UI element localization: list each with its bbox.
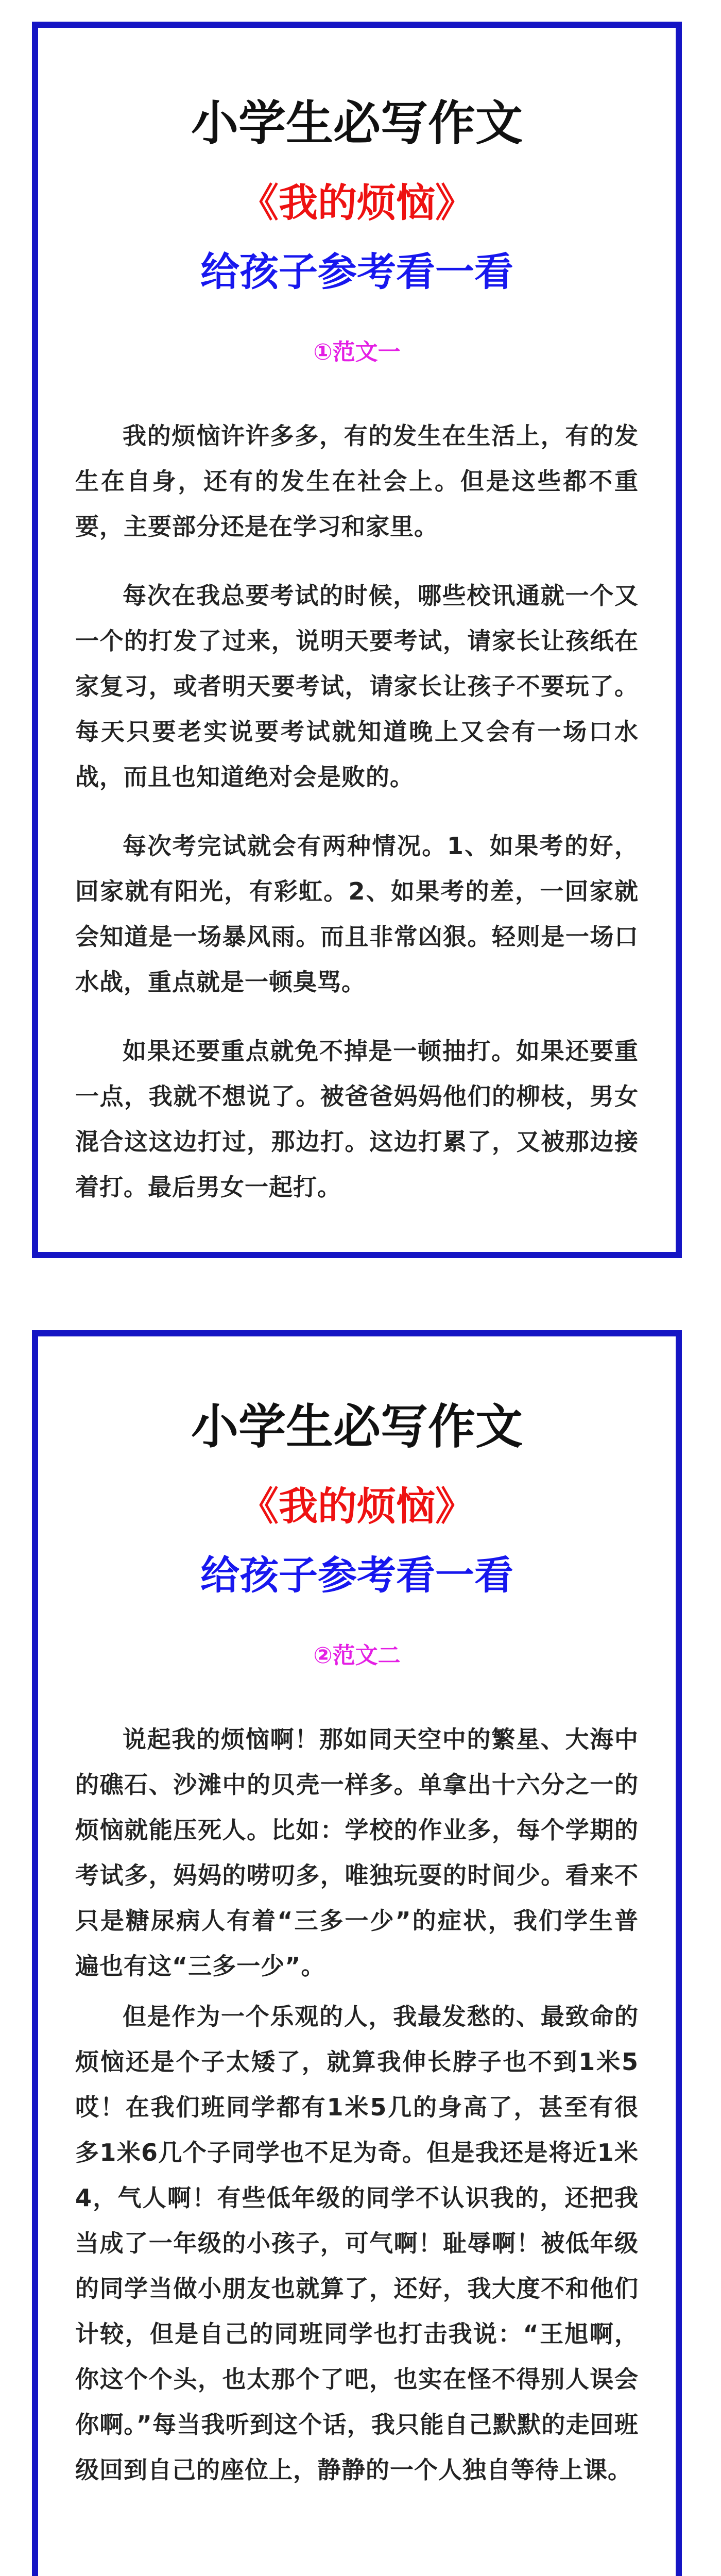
tagline: 给孩子参考看一看 (200, 1552, 513, 1598)
essay-paragraph: 每次在我总要考试的时候，哪些校讯通就一个又一个的打发了过来，说明天要考试，请家长让孩纸在家复习，或者明天要考试，请家长让孩子不要玩了。每天只要老实说要考试就知道晚上又会有一场口水战，而且也知道绝对会是败的。 (75, 582, 639, 791)
main-title: 小学生必写作文 (191, 1399, 523, 1454)
essay-paragraph: 我的烦恼许许多多，有的发生在生活上，有的发生在自身，还有的发生在社会上。但是这些都不重要，主要部分还是在学习和家里。 (75, 422, 639, 540)
tagline: 给孩子参考看一看 (200, 249, 513, 295)
essay-paragraph: 每次考完试就会有两种情况。1、如果考的好，回家就有阳光，有彩虹。2、如果考的差，一回家就会知道是一场暴风雨。而且非常凶狠。轻则是一场口水战，重点就是一顿臭骂。 (75, 832, 639, 996)
main-title: 小学生必写作文 (191, 96, 523, 151)
essay-paragraph: 说起我的烦恼啊！那如同天空中的繁星、大海中的礁石、沙滩中的贝壳一样多。单拿出十六分之一的烦恼就能压死人。比如：学校的作业多，每个学期的考试多，妈妈的唠叨多，唯独玩耍的时间少。看来不只是糖尿病人有着“三多一少”的症状，我们学生普遍也有这“三多一少”。 (75, 1725, 639, 1980)
essay-label: ①范文一 (313, 339, 401, 365)
essay-label: ②范文二 (313, 1642, 401, 1669)
essay-card-2 (32, 1330, 682, 2576)
essay-subtitle: 《我的烦恼》 (239, 180, 474, 226)
essay-subtitle: 《我的烦恼》 (239, 1483, 474, 1529)
essay-paragraph: 如果还要重点就免不掉是一顿抽打。如果还要重一点，我就不想说了。被爸爸妈妈他们的柳枝，男女混合这这边打过，那边打。这边打累了，又被那边接着打。最后男女一起打。 (75, 1037, 639, 1201)
essay-paragraph: 但是作为一个乐观的人，我最发愁的、最致命的烦恼还是个子太矮了，就算我伸长脖子也不到1米5哎！在我们班同学都有1米5几的身高了，甚至有很多1米6几个子同学也不足为奇。但是我还是将近1米4，气人啊！有些低年级的同学不认识我的，还把我当成了一年级的小孩子，可气啊！耻辱啊！被低年级的同学当做小朋友也就算了，还好，我大度不和他们计较，但是自己的同班同学也打击我说：“王旭啊，你这个个头，也太那个了吧，也实在怪不得别人误会你啊。”每当我听到这个话，我只能自己默默的走回班级回到自己的座位上，静静的一个人独自等待上课。 (75, 2003, 639, 2484)
essay-card-1 (32, 22, 682, 1258)
